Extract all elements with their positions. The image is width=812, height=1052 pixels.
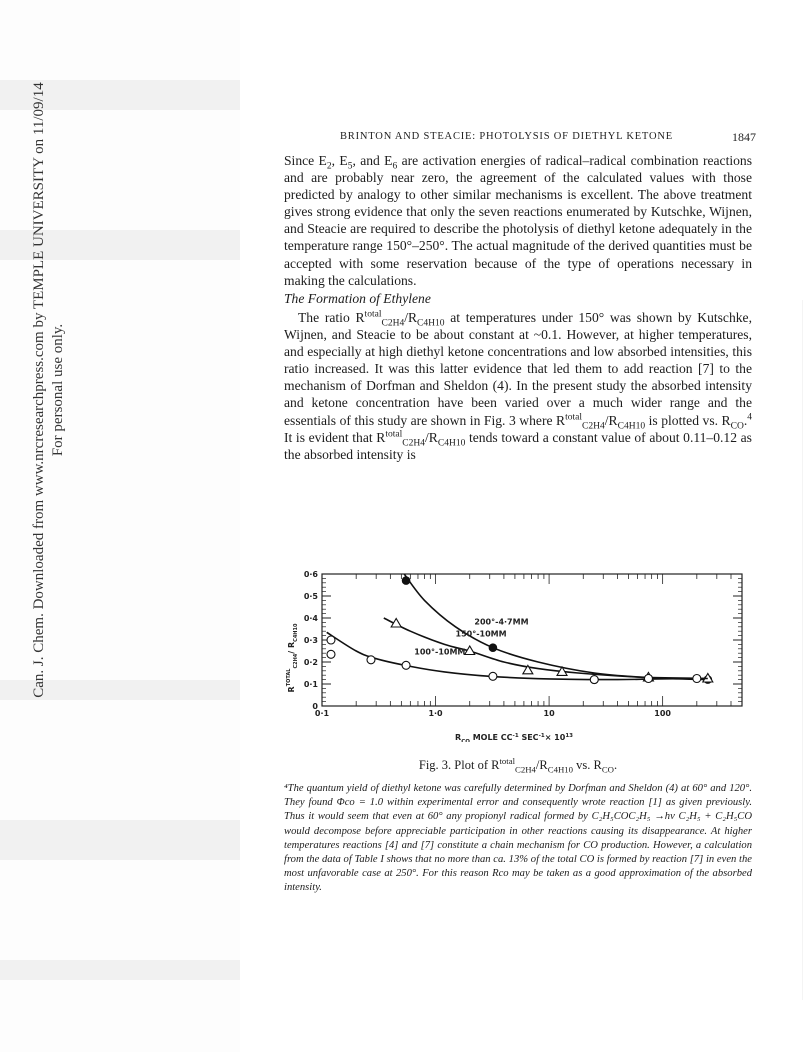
- x-tick-label: 10: [543, 709, 555, 718]
- svg-text:RTOTALC2H4/ RC4H10: $R^{TOTAL}_{C2H4}/$ $R_{C4H10}$: [286, 623, 299, 693]
- y-tick-label: 0·5: [303, 592, 318, 601]
- section-heading: The Formation of Ethylene: [284, 291, 431, 306]
- data-point-filled-circle: [489, 644, 497, 652]
- curve-label: 200°-4·7MM: [474, 617, 529, 627]
- figure-3-chart: [280, 566, 748, 742]
- svg-text:RCO MOLE CC-1 SEC-1× 1013: $R_{CO}$ MOLE $CC^{-1}$ $SEC^{-1}\times 10^{13}$: [455, 733, 573, 742]
- y-tick-label: 0: [312, 702, 318, 711]
- scan-edge: [802, 300, 803, 1000]
- plot-frame: [322, 574, 742, 706]
- data-point-open-circle: [327, 650, 335, 658]
- data-point-open-circle: [402, 661, 410, 669]
- scan-artifact: [0, 820, 240, 860]
- y-tick-label: 0·6: [303, 570, 318, 579]
- watermark-line-2: For personal use only.: [50, 323, 66, 457]
- running-head: BRINTON AND STEACIE: PHOTOLYSIS OF DIETHYL KETONE: [340, 131, 673, 142]
- x-tick-label: 1·0: [428, 709, 443, 718]
- data-point-open-circle: [693, 675, 701, 683]
- y-tick-label: 0·2: [303, 658, 318, 667]
- x-tick-label: 100: [654, 709, 671, 718]
- download-watermark: [30, 0, 68, 780]
- y-axis-label: [286, 623, 299, 692]
- x-tick-label: 0·1: [314, 709, 330, 718]
- x-axis-label: [455, 733, 573, 742]
- scan-artifact: [0, 960, 240, 980]
- watermark-line-1: Can. J. Chem. Downloaded from www.nrcresearchpress.com by TEMPLE UNIVERSITY on 11/09/14: [31, 82, 47, 698]
- footnote: ⁴The quantum yield of diethyl ketone was carefully determined by Dorfman and Sheldon (4) at 60° and 120°. They found Φco = 1.0 within experimental error and consequently wrote reaction [1] as given previously. Thus it would seem that even at 60° any propionyl radical formed by C₂H₅COC₂H₅ →hν C₂H₅ + C₂H₅CO would decompose before appreciable participation in other reactions causing its disappearance. At higher temperatures reactions [4] and [7] constitute a chain mechanism for CO production. However, a calculation from the data of Table I shows that no more than ca. 13% of the total CO is formed by reaction [7] in even the most unfavorable case at 250°. For this reason Rco may be taken as a good approximation of the absorbed intensity.: [284, 783, 752, 894]
- data-point-open-circle: [367, 656, 375, 664]
- chart-svg: [280, 566, 748, 742]
- data-point-filled-circle: [402, 577, 410, 585]
- curve-label: 100°-10MM: [414, 647, 466, 657]
- data-point-open-circle: [327, 636, 335, 644]
- y-tick-label: 0·3: [303, 636, 318, 645]
- data-point-open-circle: [590, 676, 598, 684]
- figure-caption: Fig. 3. Plot of $R^{total}_{C2H4}/R_{C4H10}$ vs. $R_{CO}$.: [418, 755, 618, 775]
- series-curve-0: [404, 574, 708, 680]
- page-number: 1847: [732, 130, 756, 144]
- y-tick-label: 0·4: [303, 614, 318, 623]
- paragraph-1: Since $E_2$, $E_5$, and $E_6$ are activation energies of radical–radical combination reactions and are probably near zero, the agreement of the calculated values with those predicted by analogy to other similar mechanisms is excellent. The above treatment gives strong evidence that only the seven reactions enumerated by Kutschke, Wijnen, and Steacie are required to describe the photolysis of diethyl ketone adequately in the temperature range 150°–250°. The actual magnitude of the derived quantities must be accepted with some reservation because of the type of operations necessary in making the calculations.: [284, 153, 753, 288]
- data-point-open-circle: [489, 672, 497, 680]
- curve-label: 150°-10MM: [455, 629, 507, 639]
- data-point-open-circle: [644, 675, 652, 683]
- y-tick-label: 0·1: [303, 680, 318, 689]
- paragraph-2: The ratio $R^{total}_{C2H4}/R_{C4H10}$ at temperatures under 150° was shown by Kutschke, Wijnen, and Steacie to be about constant at ~0.1. However, at higher temperatures, and especially at high diethyl ketone concentrations and low absorbed intensities, this ratio increased. It was this latter evidence that led them to add reaction [7] to the mechanism of Dorfman and Sheldon (4). In the present study the absorbed intensity and ketone concentration have been varied over a much wider range and the essentials of this study are shown in Fig. 3 where $R^{total}_{C2H4}/R_{C4H10}$ is plotted vs. $R_{CO}.^4$ It is evident that $R^{total}_{C2H4}/R_{C4H10}$ tends toward a constant value of about 0.11–0.12 as the absorbed intensity is: [284, 309, 752, 462]
